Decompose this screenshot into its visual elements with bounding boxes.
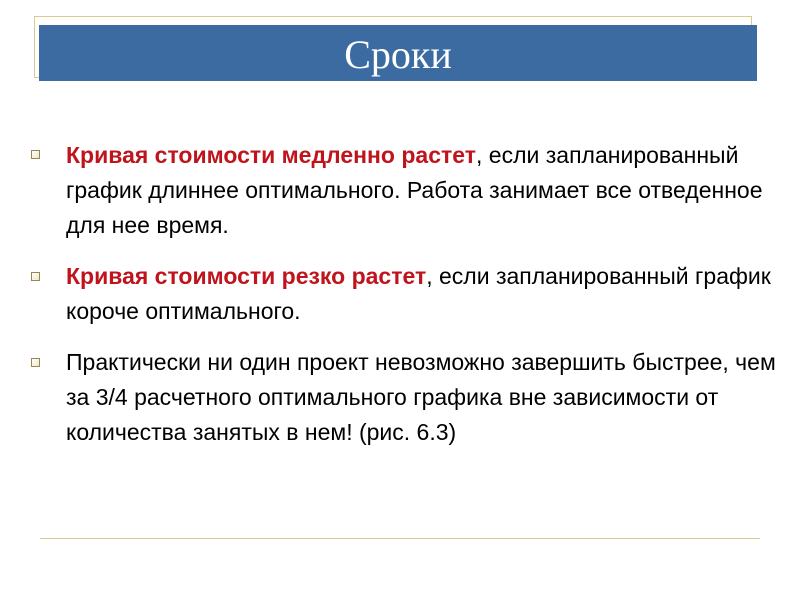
bullet-emphasis: Кривая стоимости медленно растет: [66, 142, 477, 168]
bullet-item-1: [30, 138, 780, 243]
square-bullet-icon: [31, 272, 40, 281]
bottom-divider: [40, 538, 760, 539]
title-bar: [39, 25, 757, 81]
bullet-text: Практически ни один проект невозможно завершить быстрее, чем за 3/4 расчетного оптимального графика вне зависимости от количества занятых в нем! (рис. 6.3): [66, 349, 776, 445]
square-bullet-icon: [31, 150, 40, 159]
bullet-list: [30, 138, 780, 466]
slide-title: Сроки: [344, 32, 452, 77]
bullet-item-2: [30, 259, 780, 329]
bullet-item-3: [30, 345, 780, 450]
square-bullet-icon: [31, 358, 40, 367]
bullet-text: , если запланированный график длиннее оптимального. Работа занимает все отведенное для нее время.: [66, 142, 763, 238]
bullet-text: , если запланированный график короче оптимального.: [66, 263, 771, 324]
bullet-emphasis: Кривая стоимости резко растет: [66, 263, 427, 289]
